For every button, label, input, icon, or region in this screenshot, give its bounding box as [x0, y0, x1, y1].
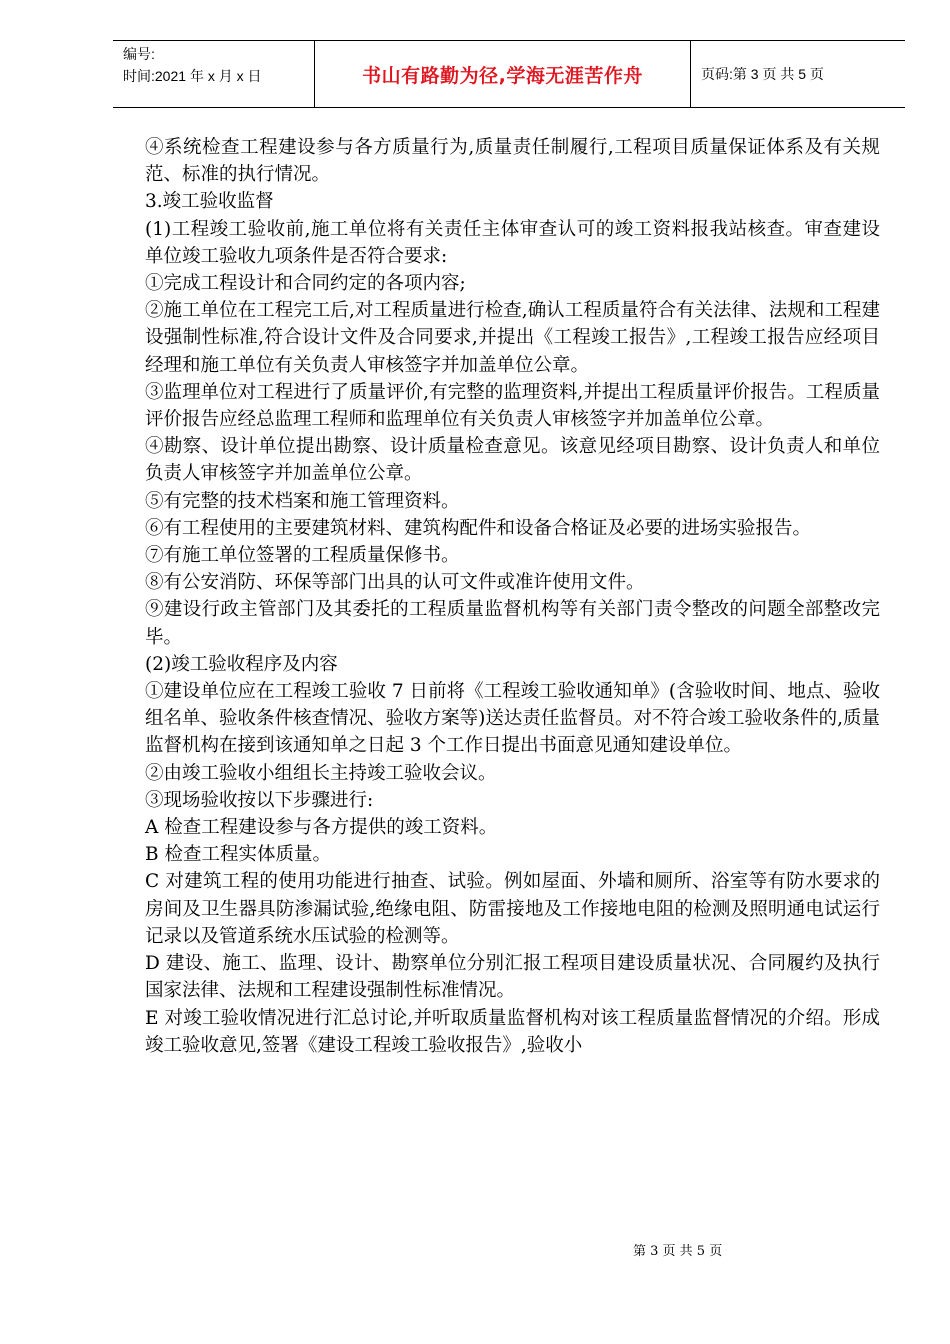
header-motto: 书山有路勤为径,学海无涯苦作舟 [315, 41, 691, 107]
list-item: ⑧有公安消防、环保等部门出具的认可文件或准许使用文件。 [145, 572, 645, 594]
list-item: B 检查工程实体质量。 [145, 844, 331, 866]
paragraph: ④系统检查工程建设参与各方质量行为,质量责任制履行,工程项目质量保证体系及有关规范、标准的执行情况。 [145, 137, 880, 186]
paragraph: (1)工程竣工验收前,施工单位将有关责任主体审查认可的竣工资料报我站核查。审查建设单位竣工验收九项条件是否符合要求: [145, 218, 880, 267]
section-heading: 3.竣工验收监督 [145, 191, 274, 213]
list-item: ③现场验收按以下步骤进行: [145, 789, 374, 811]
list-item: ⑨建设行政主管部门及其委托的工程质量监督机构等有关部门责令整改的问题全部整改完毕。 [145, 599, 880, 648]
list-item: ②施工单位在工程完工后,对工程质量进行检查,确认工程质量符合有关法律、法规和工程建设强制性标准,符合设计文件及合同要求,并提出《工程竣工报告》,工程竣工报告应经项目经理和施工单位有关负责人审核签字并加盖单位公章。 [145, 300, 880, 376]
list-item: D 建设、施工、监理、设计、勘察单位分别汇报工程项目建设质量状况、合同履约及执行国家法律、法规和工程建设强制性标准情况。 [145, 953, 880, 1002]
document-number-label: 编号: [123, 46, 155, 62]
list-item: ⑦有施工单位签署的工程质量保修书。 [145, 545, 460, 567]
footer-page-number: 第 3 页 共 5 页 [633, 1244, 723, 1259]
header-meta [113, 41, 315, 107]
list-item: ①完成工程设计和合同约定的各项内容; [145, 273, 466, 295]
list-item: ①建设单位应在工程竣工验收 7 日前将《工程竣工验收通知单》(含验收时间、地点、验收组名单、验收条件核查情况、验收方案等)送达责任监督员。对不符合竣工验收条件的,质量监督机构在接到该通知单之日起 3 个工作日提出书面意见通知建设单位。 [145, 681, 880, 757]
list-item: ③监理单位对工程进行了质量评价,有完整的监理资料,并提出工程质量评价报告。工程质量评价报告应经总监理工程师和监理单位有关负责人审核签字并加盖单位公章。 [145, 381, 880, 431]
list-item: ⑤有完整的技术档案和施工管理资料。 [145, 490, 460, 512]
document-date-label: 时间:2021 年 x 月 x 日 [123, 68, 262, 84]
page-header [113, 40, 905, 108]
list-item: ⑥有工程使用的主要建筑材料、建筑构配件和设备合格证及必要的进场实验报告。 [145, 517, 812, 539]
header-page-number: 页码:第 3 页 共 5 页 [701, 66, 824, 82]
subsection-heading: (2)竣工验收程序及内容 [145, 653, 338, 675]
list-item: ④勘察、设计单位提出勘察、设计质量检查意见。该意见经项目勘察、设计负责人和单位负责人审核签字并加盖单位公章。 [145, 436, 880, 485]
list-item: E 对竣工验收情况进行汇总讨论,并听取质量监督机构对该工程质量监督情况的介绍。形成竣工验收意见,签署《建设工程竣工验收报告》,验收小 [145, 1007, 880, 1056]
list-item: C 对建筑工程的使用功能进行抽查、试验。例如屋面、外墙和厕所、浴室等有防水要求的房间及卫生器具防渗漏试验,绝缘电阻、防雷接地及工作接地电阻的检测及照明通电试运行记录以及管道系统水压试验的检测等。 [145, 871, 880, 947]
list-item: ②由竣工验收小组组长主持竣工验收会议。 [145, 762, 497, 784]
list-item: A 检查工程建设参与各方提供的竣工资料。 [145, 817, 498, 839]
document-body [145, 134, 880, 1059]
